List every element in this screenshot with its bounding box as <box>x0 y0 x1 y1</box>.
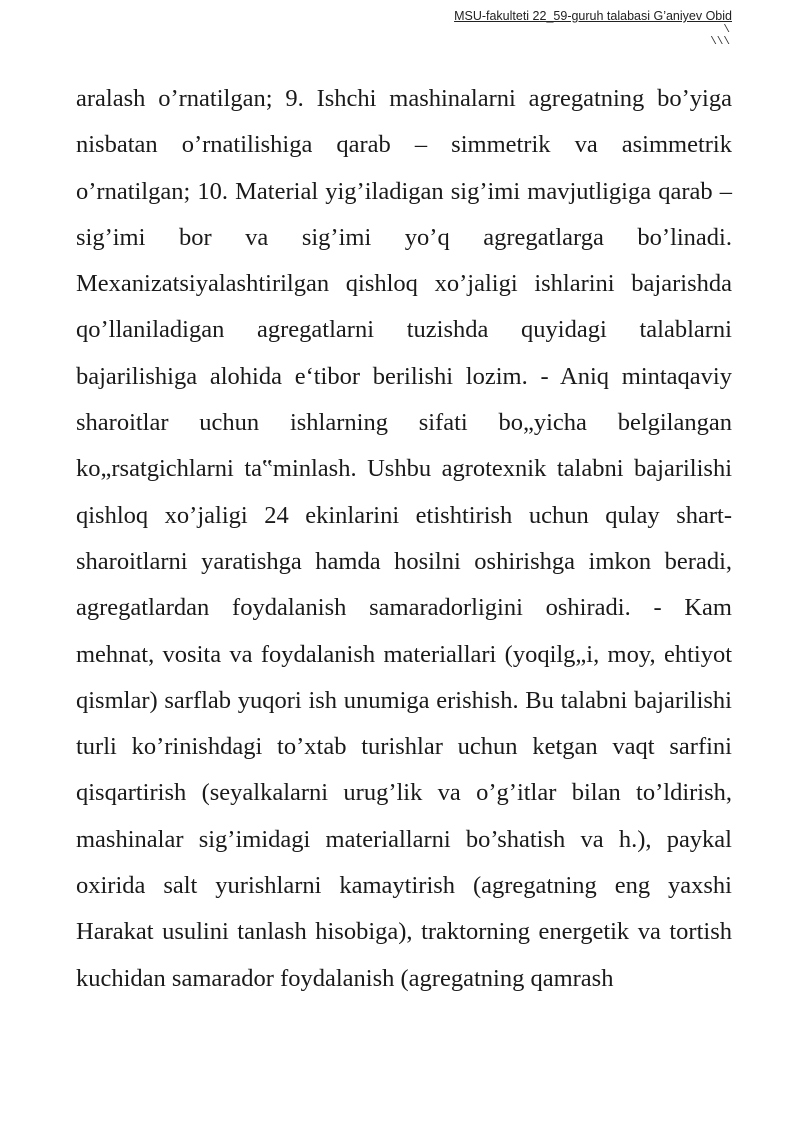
page-header <box>454 8 732 48</box>
header-marks <box>454 24 732 48</box>
author-line: MSU-fakulteti 22_59-guruh talabasi G’aniyev Obid <box>454 9 732 23</box>
header-mark: \\\ <box>710 36 730 48</box>
body-paragraph: aralash o’rnatilgan; 9. Ishchi mashinalarni agregatning bo’yiga nisbatan o’rnatilishiga qarab – simmetrik va asimmetrik o’rnatilgan; 10. Material yig’iladigan sig’imi mavjutligiga qarab – sig’imi bor va sig’imi yo’q agregatlarga bo’linadi. Mexanizatsiyalashtirilgan qishloq xo’jaligi ishlarini bajarishda qo’llaniladigan agregatlarni tuzishda quyidagi talablarni bajarilishiga alohida e‘tibor berilishi lozim. - Aniq mintaqaviy sharoitlar uchun ishlarning sifati bo„yicha belgilangan ko„rsatgichlarni ta‟minlash. Ushbu agrotexnik talabni bajarilishi qishloq xo’jaligi 24 ekinlarini etishtirish uchun qulay shart-sharoitlarni yaratishga hamda hosilni oshirishga imkon beradi, agregatlardan foydalanish samaradorligini oshiradi. - Kam mehnat, vosita va foydalanish materiallari (yoqilg„i, moy, ehtiyot qismlar) sarflab yuqori ish unumiga erishish. Bu talabni bajarilishi turli ko’rinishdagi to’xtab turishlar uchun ketgan vaqt sarfini qisqartirish (seyalkalarni urug’lik va o’g’itlar bilan to’ldirish, mashinalar sig’imidagi materiallarni bo’shatish va h.), paykal oxirida salt yurishlarni kamaytirish (agregatning eng yaxshi Harakat usulini tanlash hisobiga), traktorning energetik va tortish kuchidan samarador foydalanish (agregatning qamrash <box>76 85 732 992</box>
header-mark: \ <box>723 24 730 36</box>
